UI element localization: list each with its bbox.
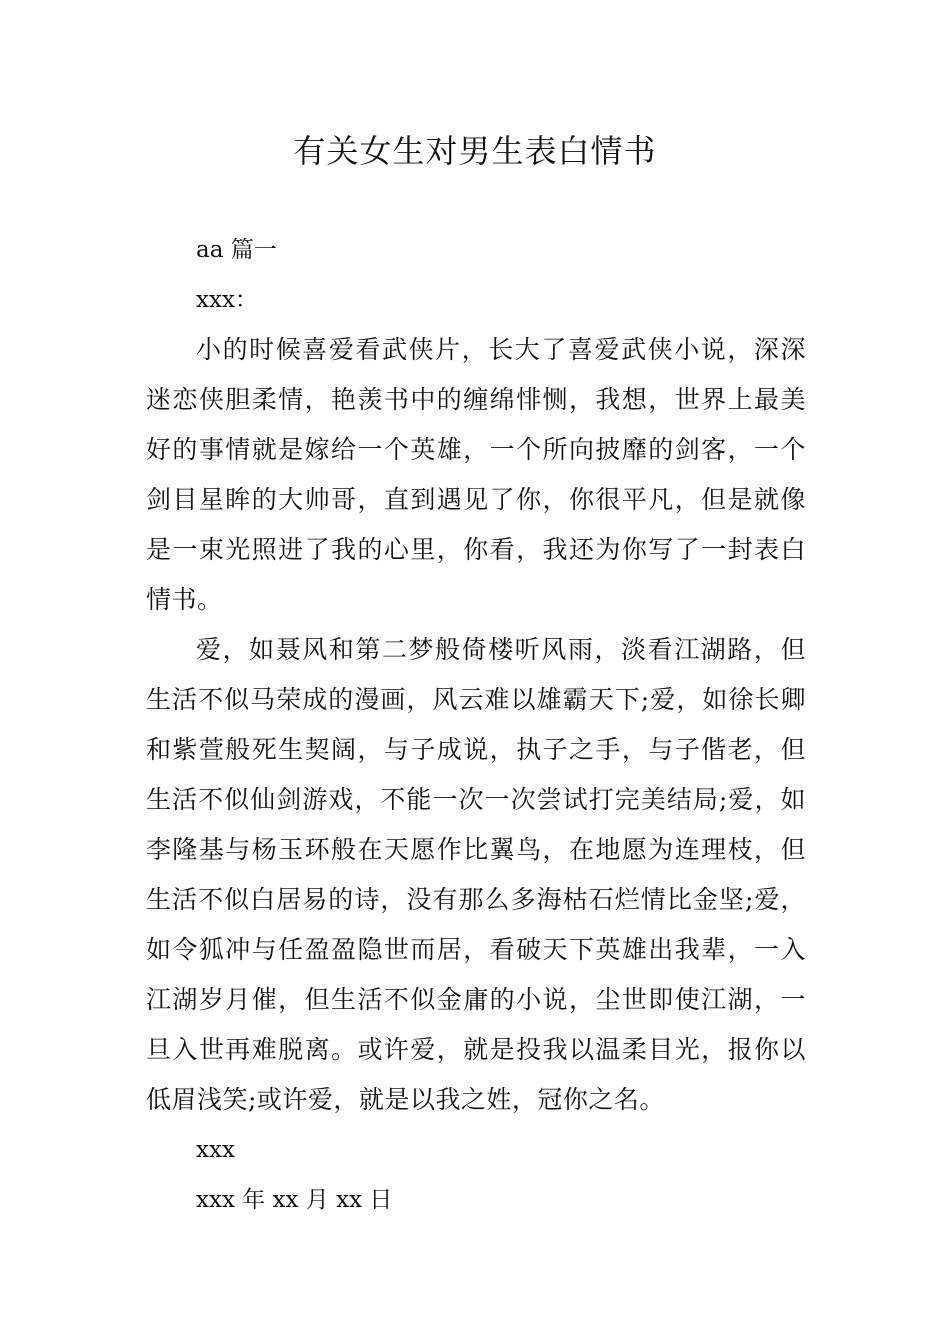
paragraph-2: 爱，如聂风和第二梦般倚楼听风雨，淡看江湖路，但生活不似马荣成的漫画，风云难以雄霸天下;爱，如徐长卿和紫萱般死生契阔，与子成说，执子之手，与子偕老，但生活不似仙剑游戏，不能一次一次尝试打完美结局;爱，如李隆基与杨玉环般在天愿作比翼鸟，在地愿为连理枝，但生活不似白居易的诗，没有那么多海枯石烂情比金坚;爱，如令狐冲与任盈盈隐世而居，看破天下英雄出我辈，一入江湖岁月催，但生活不似金庸的小说，尘世即使江湖，一旦入世再难脱离。或许爱，就是投我以温柔目光，报你以低眉浅笑;或许爱，就是以我之姓，冠你之名。 [146, 635, 806, 1114]
document-title: 有关女生对男生表白情书 [293, 132, 657, 170]
date-line: xxx 年 xx 月 xx 日 [196, 1187, 393, 1213]
paragraph-1: 小的时候喜爱看武侠片，长大了喜爱武侠小说，深深迷恋侠胆柔情，艳羡书中的缠绵悱恻，我想，世界上最美好的事情就是嫁给一个英雄，一个所向披靡的剑客，一个剑目星眸的大帅哥，直到遇见了你，你很平凡，但是就像是一束光照进了我的心里，你看，我还为你写了一封表白情书。 [146, 335, 806, 614]
signature: xxx [196, 1137, 235, 1163]
document-body [146, 225, 806, 1225]
section-label: aa 篇一 [196, 237, 277, 263]
salutation: xxx： [196, 287, 258, 313]
